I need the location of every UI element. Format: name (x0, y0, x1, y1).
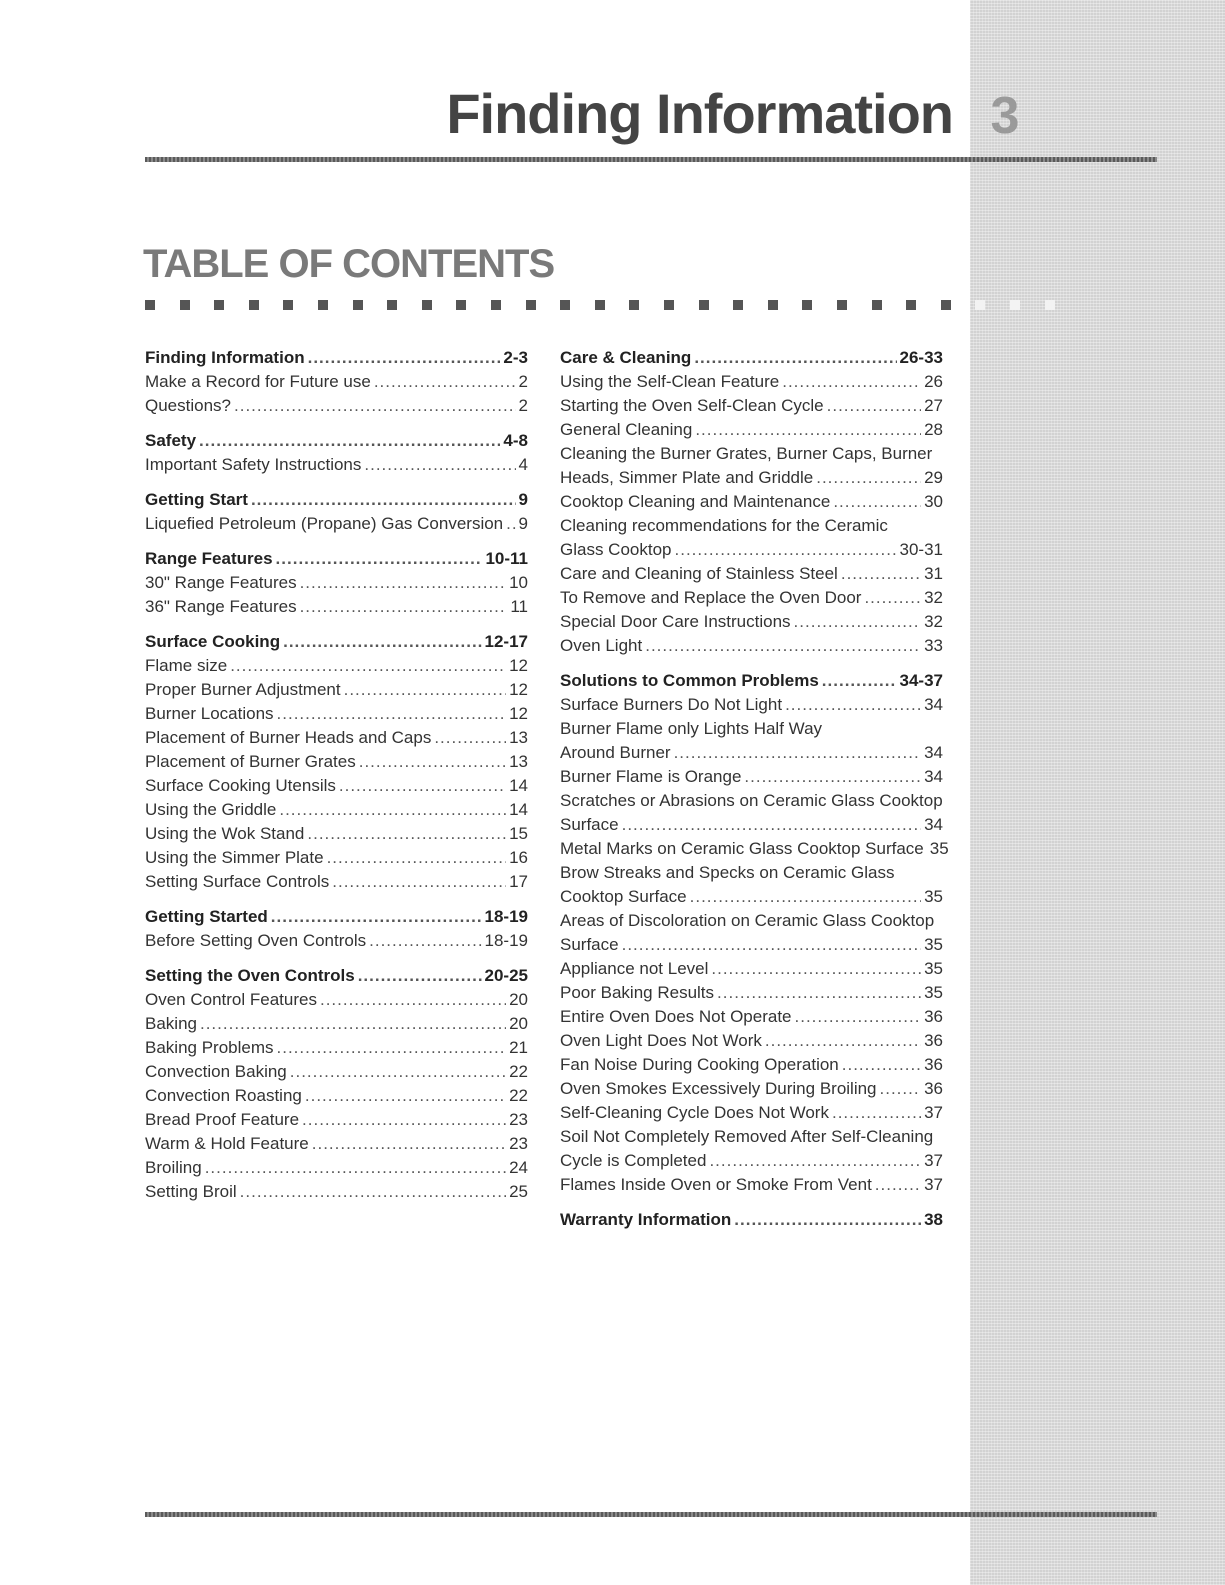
entry-label: Glass Cooktop (560, 540, 672, 559)
toc-entry[interactable] (145, 1036, 528, 1060)
page-reference: 36 (924, 1055, 943, 1074)
page-reference: 20-25 (484, 966, 528, 985)
decorative-square (1045, 300, 1055, 310)
page-reference: 34-37 (899, 671, 943, 690)
dot-leader (308, 346, 501, 370)
dot-leader (841, 562, 921, 586)
dot-leader (816, 466, 921, 490)
entry-label: Using the Griddle (145, 800, 277, 819)
dot-leader (290, 1060, 506, 1084)
section-title: Getting Started (145, 907, 268, 926)
dot-leader (785, 693, 921, 717)
toc-entry[interactable] (145, 654, 528, 678)
entry-label: Liquefied Petroleum (Propane) Gas Conversion (145, 514, 504, 533)
decorative-square (872, 300, 882, 310)
page-reference: 30 (924, 492, 943, 511)
toc-entry[interactable] (560, 394, 943, 418)
toc-section-heading[interactable] (145, 905, 528, 929)
toc-entry[interactable] (145, 1180, 528, 1204)
dot-leader (711, 957, 921, 981)
decorative-square (422, 300, 432, 310)
dot-leader (277, 1036, 507, 1060)
toc-entry[interactable] (560, 1005, 943, 1029)
entry-label: Important Safety Instructions (145, 455, 362, 474)
entry-label: Special Door Care Instructions (560, 612, 791, 631)
page-reference: 2-3 (503, 348, 528, 367)
entry-label: Setting Surface Controls (145, 872, 330, 891)
page-reference: 31 (924, 564, 943, 583)
page-number: 3 (990, 87, 1020, 145)
dot-leader (875, 1173, 921, 1197)
decorative-square (560, 300, 570, 310)
toc-entry[interactable] (145, 453, 528, 477)
dot-leader (690, 885, 921, 909)
page-reference: 14 (509, 776, 528, 795)
toc-entry[interactable] (560, 693, 943, 717)
dot-leader (506, 512, 515, 536)
toc-entry[interactable] (560, 418, 943, 442)
toc-entry[interactable] (145, 846, 528, 870)
dot-leader (358, 964, 482, 988)
entry-label: Using the Wok Stand (145, 824, 305, 843)
toc-entry[interactable] (145, 678, 528, 702)
toc-entry[interactable] (560, 957, 943, 981)
entry-label: Warm & Hold Feature (145, 1134, 309, 1153)
toc-entry[interactable] (560, 1173, 943, 1197)
toc-section-heading[interactable] (145, 488, 528, 512)
dot-leader (709, 1149, 921, 1173)
toc-entry[interactable] (145, 750, 528, 774)
toc-entry[interactable] (145, 870, 528, 894)
entry-label: Proper Burner Adjustment (145, 680, 341, 699)
page-reference: 12 (509, 656, 528, 675)
page-reference: 38 (924, 1210, 943, 1229)
toc-entry[interactable] (560, 1149, 943, 1173)
dot-leader (205, 1156, 506, 1180)
decorative-square (526, 300, 536, 310)
toc-entry[interactable] (145, 702, 528, 726)
page-reference: 12 (509, 704, 528, 723)
page-reference: 36 (924, 1079, 943, 1098)
toc-entry[interactable] (560, 634, 943, 658)
page-reference: 22 (509, 1086, 528, 1105)
entry-label: Starting the Oven Self-Clean Cycle (560, 396, 824, 415)
decorative-square (733, 300, 743, 310)
toc-entry-line: Soil Not Completely Removed After Self-Cleaning (560, 1127, 934, 1146)
dot-leader (645, 634, 921, 658)
toc-entry[interactable] (560, 466, 943, 490)
dot-leader (822, 669, 897, 693)
entry-label: Cooktop Cleaning and Maintenance (560, 492, 831, 511)
page-reference: 24 (509, 1158, 528, 1177)
entry-label: Using the Self-Clean Feature (560, 372, 780, 391)
page-reference: 35 (929, 839, 949, 858)
entry-label: Heads, Simmer Plate and Griddle (560, 468, 814, 487)
dot-leader (794, 610, 922, 634)
entry-label: Poor Baking Results (560, 983, 715, 1002)
toc-entry[interactable] (145, 512, 528, 536)
entry-label: Oven Smokes Excessively During Broiling (560, 1079, 877, 1098)
toc-entry[interactable] (145, 798, 528, 822)
toc-heading: TABLE OF CONTENTS (143, 242, 555, 286)
section-title: Getting Start (145, 490, 248, 509)
decorative-square (214, 300, 224, 310)
dot-leader (230, 654, 506, 678)
dot-leader (795, 1005, 922, 1029)
dot-leader (240, 1180, 506, 1204)
toc-entry[interactable] (560, 1101, 943, 1125)
decorative-square (318, 300, 328, 310)
dot-leader (339, 774, 506, 798)
toc-section-heading[interactable] (145, 429, 528, 453)
entry-label: Metal Marks on Ceramic Glass Cooktop Surface (560, 839, 924, 858)
page-reference: 34 (924, 743, 943, 762)
dot-leader (622, 933, 921, 957)
page-reference: 21 (509, 1038, 528, 1057)
dot-leader (622, 813, 921, 837)
toc-entry[interactable] (560, 741, 943, 765)
entry-label: Self-Cleaning Cycle Does Not Work (560, 1103, 829, 1122)
section-title: Surface Cooking (145, 632, 281, 651)
page-reference: 36 (924, 1031, 943, 1050)
section-title: Finding Information (145, 348, 305, 367)
dot-leader (833, 490, 921, 514)
dot-leader (283, 630, 481, 654)
toc-entry[interactable] (145, 929, 528, 953)
dot-leader (434, 726, 506, 750)
footer-rule (145, 1512, 1157, 1517)
decorative-square (837, 300, 847, 310)
entry-label: Surface (560, 815, 619, 834)
entry-label: Questions? (145, 396, 231, 415)
page-reference: 12 (509, 680, 528, 699)
page-reference: 27 (924, 396, 943, 415)
page-reference: 22 (509, 1062, 528, 1081)
page-reference: 35 (924, 959, 943, 978)
entry-label: Oven Light (560, 636, 643, 655)
page-reference: 10 (509, 573, 528, 592)
dot-leader (695, 418, 921, 442)
toc-column-left (145, 346, 528, 1204)
toc-entry[interactable] (560, 610, 943, 634)
page-reference: 9 (518, 514, 528, 533)
decorative-square (145, 300, 155, 310)
page-reference: 18-19 (484, 931, 528, 950)
toc-entry[interactable] (560, 1053, 943, 1077)
toc-entry-line: Areas of Discoloration on Ceramic Glass Cooktop (560, 911, 935, 930)
entry-label: Placement of Burner Heads and Caps (145, 728, 432, 747)
toc-entry[interactable] (560, 981, 943, 1005)
page-reference: 16 (509, 848, 528, 867)
page-reference: 37 (924, 1175, 943, 1194)
page-header-title: Finding Information (446, 82, 953, 145)
dot-leader (312, 1132, 506, 1156)
entry-label: Care and Cleaning of Stainless Steel (560, 564, 838, 583)
decorative-square (353, 300, 363, 310)
toc-entry[interactable] (145, 774, 528, 798)
toc-entry[interactable] (145, 394, 528, 418)
page-reference: 9 (518, 490, 528, 509)
entry-label: Flames Inside Oven or Smoke From Vent (560, 1175, 872, 1194)
dot-leader (674, 741, 922, 765)
toc-section-heading[interactable] (145, 346, 528, 370)
entry-label: Placement of Burner Grates (145, 752, 356, 771)
toc-entry[interactable] (560, 837, 949, 861)
toc-entry[interactable] (145, 726, 528, 750)
decorative-square (491, 300, 501, 310)
entry-label: 36" Range Features (145, 597, 297, 616)
dot-leader (827, 394, 921, 418)
entry-label: Entire Oven Does Not Operate (560, 1007, 792, 1026)
decorative-square (941, 300, 951, 310)
entry-label: Surface (560, 935, 619, 954)
decorative-square (1010, 300, 1020, 310)
page-reference: 32 (924, 612, 943, 631)
entry-label: Surface Cooking Utensils (145, 776, 336, 795)
dot-leader (359, 750, 506, 774)
toc-entry-line: Burner Flame only Lights Half Way (560, 719, 823, 738)
dot-leader (364, 453, 515, 477)
decorative-square (180, 300, 190, 310)
page-reference: 37 (924, 1151, 943, 1170)
decorative-square (283, 300, 293, 310)
toc-entry[interactable] (145, 1060, 528, 1084)
toc-entry-line: Cleaning the Burner Grates, Burner Caps, Burner (560, 444, 933, 463)
dot-leader (675, 538, 897, 562)
entry-label: Convection Roasting (145, 1086, 302, 1105)
entry-label: Oven Light Does Not Work (560, 1031, 762, 1050)
section-title: Setting the Oven Controls (145, 966, 355, 985)
toc-entry[interactable] (145, 595, 528, 619)
dot-leader (782, 370, 921, 394)
toc-entry[interactable] (145, 822, 528, 846)
toc-entry[interactable] (560, 370, 943, 394)
side-tab-strip (970, 0, 1225, 1585)
page-reference: 17 (509, 872, 528, 891)
entry-label: Oven Control Features (145, 990, 317, 1009)
dot-leader (765, 1029, 921, 1053)
dot-leader (300, 571, 507, 595)
toc-entry[interactable] (145, 1108, 528, 1132)
entry-label: Convection Baking (145, 1062, 287, 1081)
dot-leader (332, 870, 506, 894)
page-reference: 12-17 (484, 632, 528, 651)
toc-section-heading[interactable] (560, 669, 943, 693)
entry-label: Before Setting Oven Controls (145, 931, 367, 950)
section-title: Range Features (145, 549, 273, 568)
toc-entry-line: Brow Streaks and Specks on Ceramic Glass (560, 863, 895, 882)
page-reference: 26-33 (899, 348, 943, 367)
dot-leader (374, 370, 516, 394)
page-reference: 37 (924, 1103, 943, 1122)
page-reference: 20 (509, 990, 528, 1009)
page-reference: 2 (518, 396, 528, 415)
decorative-square (629, 300, 639, 310)
page-reference: 4-8 (503, 431, 528, 450)
dot-leader (880, 1077, 922, 1101)
decorative-square (249, 300, 259, 310)
page-reference: 20 (509, 1014, 528, 1033)
page-reference: 33 (924, 636, 943, 655)
page-reference: 14 (509, 800, 528, 819)
page-reference: 23 (509, 1110, 528, 1129)
toc-entry[interactable] (560, 885, 943, 909)
toc-entry[interactable] (560, 586, 943, 610)
page-reference: 35 (924, 935, 943, 954)
entry-label: Setting Broil (145, 1182, 237, 1201)
dot-leader (234, 394, 516, 418)
page-reference: 32 (924, 588, 943, 607)
toc-entry-line: Cleaning recommendations for the Ceramic (560, 516, 888, 535)
entry-label: Make a Record for Future use (145, 372, 371, 391)
dot-leader (717, 981, 921, 1005)
decorative-square (906, 300, 916, 310)
entry-label: Fan Noise During Cooking Operation (560, 1055, 839, 1074)
page-reference: 13 (509, 728, 528, 747)
entry-label: Burner Flame is Orange (560, 767, 742, 786)
dot-leader (302, 1108, 506, 1132)
entry-label: Around Burner (560, 743, 671, 762)
page-reference: 34 (924, 767, 943, 786)
dot-leader (279, 798, 506, 822)
dot-leader (271, 905, 482, 929)
decorative-square-row (145, 300, 1157, 312)
dot-leader (694, 346, 896, 370)
entry-label: Cooktop Surface (560, 887, 687, 906)
toc-entry[interactable] (560, 538, 943, 562)
page-reference: 23 (509, 1134, 528, 1153)
toc-entry[interactable] (560, 1077, 943, 1101)
section-title: Safety (145, 431, 197, 450)
toc-entry[interactable] (145, 1084, 528, 1108)
toc-section-heading[interactable] (560, 1208, 943, 1232)
toc-section-heading[interactable] (145, 964, 528, 988)
page-reference: 15 (509, 824, 528, 843)
page-reference: 29 (924, 468, 943, 487)
page-reference: 13 (509, 752, 528, 771)
entry-label: Baking Problems (145, 1038, 274, 1057)
page-reference: 11 (510, 597, 528, 616)
toc-entry[interactable] (560, 765, 943, 789)
entry-label: Using the Simmer Plate (145, 848, 324, 867)
toc-entry[interactable] (560, 1029, 943, 1053)
header-rule (145, 157, 1157, 162)
page-reference: 35 (924, 983, 943, 1002)
page-reference: 25 (509, 1182, 528, 1201)
page-reference: 36 (924, 1007, 943, 1026)
dot-leader (320, 988, 506, 1012)
dot-leader (199, 429, 500, 453)
decorative-square (802, 300, 812, 310)
entry-label: Surface Burners Do Not Light (560, 695, 783, 714)
dot-leader (344, 678, 506, 702)
entry-label: Flame size (145, 656, 228, 675)
page-reference: 30-31 (899, 540, 943, 559)
page-reference: 4 (518, 455, 528, 474)
dot-leader (277, 702, 507, 726)
decorative-square (456, 300, 466, 310)
toc-column-right (560, 346, 949, 1232)
dot-leader (842, 1053, 921, 1077)
dot-leader (327, 846, 507, 870)
dot-leader (307, 822, 506, 846)
toc-entry[interactable] (145, 1156, 528, 1180)
page-reference: 35 (924, 887, 943, 906)
page-reference: 26 (924, 372, 943, 391)
entry-label: Bread Proof Feature (145, 1110, 300, 1129)
toc-entry[interactable] (145, 1012, 528, 1036)
decorative-square (768, 300, 778, 310)
page-reference: 10-11 (485, 549, 528, 568)
toc-entry[interactable] (145, 370, 528, 394)
page-reference: 2 (518, 372, 528, 391)
decorative-square (664, 300, 674, 310)
toc-section-heading[interactable] (145, 630, 528, 654)
dot-leader (744, 765, 921, 789)
toc-entry[interactable] (145, 571, 528, 595)
page-reference: 34 (924, 695, 943, 714)
toc-entry[interactable] (145, 988, 528, 1012)
decorative-square (699, 300, 709, 310)
entry-label: 30" Range Features (145, 573, 297, 592)
dot-leader (864, 586, 921, 610)
decorative-square (595, 300, 605, 310)
toc-section-heading[interactable] (145, 547, 528, 571)
dot-leader (251, 488, 516, 512)
toc-entry[interactable] (560, 562, 943, 586)
section-title: Solutions to Common Problems (560, 671, 819, 690)
page-reference: 34 (924, 815, 943, 834)
entry-label: General Cleaning (560, 420, 693, 439)
dot-leader (734, 1208, 921, 1232)
decorative-square (975, 300, 985, 310)
toc-section-heading[interactable] (560, 346, 943, 370)
dot-leader (200, 1012, 506, 1036)
section-title: Warranty Information (560, 1210, 732, 1229)
dot-leader (300, 595, 508, 619)
entry-label: To Remove and Replace the Oven Door (560, 588, 862, 607)
page-reference: 28 (924, 420, 943, 439)
entry-label: Burner Locations (145, 704, 274, 723)
dot-leader (832, 1101, 921, 1125)
toc-entry[interactable] (145, 1132, 528, 1156)
toc-entry-line: Scratches or Abrasions on Ceramic Glass Cooktop (560, 791, 943, 810)
entry-label: Cycle is Completed (560, 1151, 707, 1170)
toc-entry[interactable] (560, 813, 943, 837)
section-title: Care & Cleaning (560, 348, 692, 367)
page-reference: 18-19 (484, 907, 528, 926)
toc-entry[interactable] (560, 490, 943, 514)
dot-leader (305, 1084, 506, 1108)
toc-entry[interactable] (560, 933, 943, 957)
entry-label: Broiling (145, 1158, 202, 1177)
entry-label: Appliance not Level (560, 959, 709, 978)
decorative-square (387, 300, 397, 310)
dot-leader (276, 547, 483, 571)
entry-label: Baking (145, 1014, 197, 1033)
dot-leader (369, 929, 481, 953)
